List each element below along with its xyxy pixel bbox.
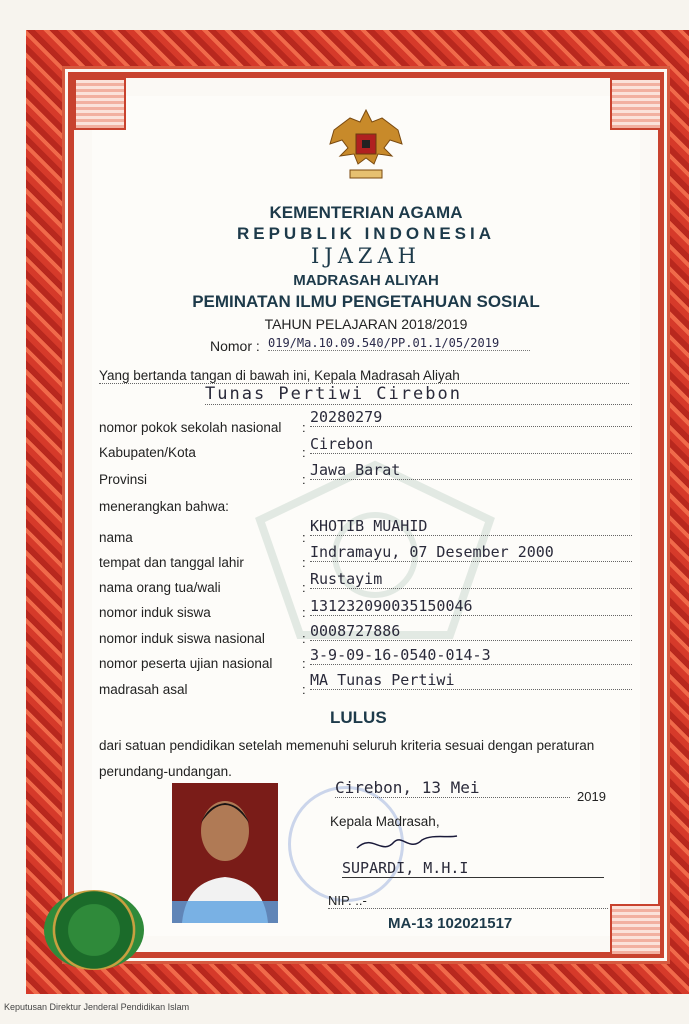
colon: : bbox=[302, 555, 306, 570]
nis-label: nomor induk siswa bbox=[99, 605, 211, 620]
result-lulus: LULUS bbox=[330, 708, 387, 727]
signatory-title: Kepala Madrasah, bbox=[330, 814, 440, 829]
signature-icon bbox=[352, 828, 462, 858]
colon: : bbox=[302, 445, 306, 460]
nisn-label: nomor induk siswa nasional bbox=[99, 631, 265, 646]
colon: : bbox=[302, 605, 306, 620]
nip-field: NIP. ..- bbox=[328, 893, 608, 909]
footer-note: Keputusan Direktur Jenderal Pendidikan Islam bbox=[4, 1002, 190, 1012]
colon: : bbox=[302, 656, 306, 671]
student-photo bbox=[172, 783, 278, 923]
nomor-label: Nomor : bbox=[210, 338, 260, 354]
certificate-number: 019/Ma.10.09.540/PP.01.1/05/2019 bbox=[268, 336, 530, 351]
parent-label: nama orang tua/wali bbox=[99, 580, 221, 595]
corner-ornament-top-left bbox=[74, 78, 126, 130]
origin-school-value: MA Tunas Pertiwi bbox=[310, 671, 632, 690]
colon: : bbox=[302, 420, 306, 435]
garuda-emblem-icon bbox=[320, 100, 412, 192]
place-date-year: 2019 bbox=[577, 789, 606, 804]
city-value: Cirebon bbox=[310, 435, 632, 454]
province-value: Jawa Barat bbox=[310, 461, 632, 480]
province-label: Provinsi bbox=[99, 472, 148, 487]
colon: : bbox=[302, 631, 306, 646]
menerangkan-label: menerangkan bahwa: bbox=[99, 499, 229, 514]
birth-label: tempat dan tanggal lahir bbox=[99, 555, 244, 570]
corner-ornament-top-right bbox=[610, 78, 662, 130]
school-type-heading: MADRASAH ALIYAH bbox=[293, 272, 439, 289]
npsn-value: 20280279 bbox=[310, 408, 632, 427]
embossed-seal-icon bbox=[44, 890, 144, 970]
corner-ornament-bottom-right bbox=[610, 904, 662, 956]
program-heading: PEMINATAN ILMU PENGETAHUAN SOSIAL bbox=[192, 292, 540, 311]
exam-number-value: 3-9-09-16-0540-014-3 bbox=[310, 646, 632, 665]
criteria-line-2: perundang-undangan. bbox=[99, 764, 232, 779]
academic-year: TAHUN PELAJARAN 2018/2019 bbox=[264, 316, 468, 332]
intro-text: Yang bertanda tangan di bawah ini, Kepala Madrasah Aliyah bbox=[99, 368, 629, 384]
student-photo-image bbox=[172, 783, 278, 923]
republic-heading: REPUBLIK INDONESIA bbox=[236, 224, 496, 243]
colon: : bbox=[302, 580, 306, 595]
city-label: Kabupaten/Kota bbox=[99, 445, 196, 460]
parent-value: Rustayim bbox=[310, 570, 632, 589]
nisn-value: 0008727886 bbox=[310, 622, 632, 641]
criteria-line-1: dari satuan pendidikan setelah memenuhi seluruh kriteria sesuai dengan peraturan bbox=[99, 738, 595, 753]
origin-school-label: madrasah asal bbox=[99, 682, 188, 697]
signatory-name: SUPARDI, M.H.I bbox=[342, 859, 604, 878]
birth-value: Indramayu, 07 Desember 2000 bbox=[310, 543, 632, 562]
serial-number: MA-13 102021517 bbox=[388, 915, 513, 932]
school-name-value: Tunas Pertiwi Cirebon bbox=[205, 384, 632, 405]
colon: : bbox=[302, 530, 306, 545]
colon: : bbox=[302, 472, 306, 487]
name-label: nama bbox=[99, 530, 133, 545]
place-date: Cirebon, 13 Mei bbox=[335, 778, 570, 798]
nis-value: 131232090035150046 bbox=[310, 597, 632, 616]
exam-number-label: nomor peserta ujian nasional bbox=[99, 656, 273, 671]
ministry-heading: KEMENTERIAN AGAMA bbox=[269, 203, 463, 222]
npsn-label: nomor pokok sekolah nasional bbox=[99, 420, 282, 435]
document-title: IJAZAH bbox=[311, 244, 421, 268]
colon: : bbox=[302, 682, 306, 697]
name-value: KHOTIB MUAHID bbox=[310, 517, 632, 536]
